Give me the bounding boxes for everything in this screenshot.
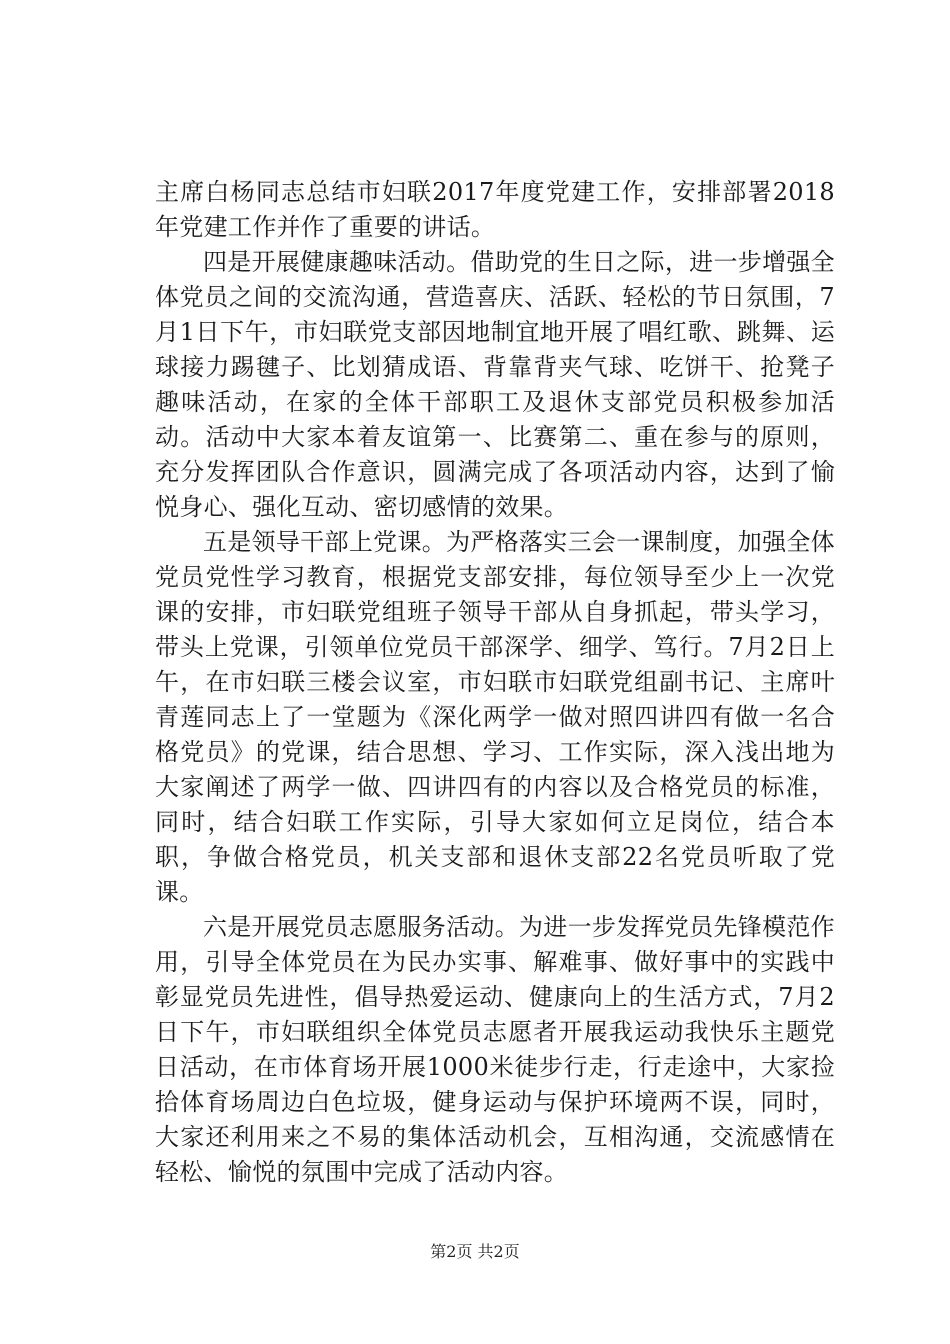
paragraph-fun-activities: 四是开展健康趣味活动。借助党的生日之际，进一步增强全体党员之间的交流沟通，营造喜庆、活跃、轻松的节日氛围，7月1日下午，市妇联党支部因地制宜地开展了唱红歌、跳舞、运球接力踢毽子、比划猜成语、背靠背夹气球、吃饼干、抢凳子趣味活动，在家的全体干部职工及退休支部党员积极参加活动。活动中大家本着友谊第一、比赛第二、重在参与的原则，充分发挥团队合作意识，圆满完成了各项活动内容，达到了愉悦身心、强化互动、密切感情的效果。 [155,248,835,521]
paragraph-volunteer-service: 六是开展党员志愿服务活动。为进一步发挥党员先锋模范作用，引导全体党员在为民办实事、解难事、做好事中的实践中彰显党员先进性，倡导热爱运动、健康向上的生活方式，7月2日下午，市妇联组织全体党员志愿者开展我运动我快乐主题党日活动，在市体育场开展1000米徒步行走，行走途中，大家捡拾体育场周边白色垃圾，健身运动与保护环境两不误，同时，大家还利用来之不易的集体活动机会，互相沟通，交流感情在轻松、愉悦的氛围中完成了活动内容。 [155,913,835,1186]
paragraph-party-lecture: 五是领导干部上党课。为严格落实三会一课制度，加强全体党员党性学习教育，根据党支部安排，每位领导至少上一次党课的安排，市妇联党组班子领导干部从自身抓起，带头学习，带头上党课，引领单位党员干部深学、细学、笃行。7月2日上午，在市妇联三楼会议室，市妇联市妇联党组副书记、主席叶青莲同志上了一堂题为《深化两学一做对照四讲四有做一名合格党员》的党课，结合思想、学习、工作实际，深入浅出地为大家阐述了两学一做、四讲四有的内容以及合格党员的标准，同时，结合妇联工作实际，引导大家如何立足岗位，结合本职，争做合格党员，机关支部和退休支部22名党员听取了党课。 [155,528,835,906]
paragraph-continued: 主席白杨同志总结市妇联2017年度党建工作，安排部署2018年党建工作并作了重要的讲话。 [155,178,835,241]
page-number-footer: 第2页 共2页 [430,1242,520,1261]
document-body [155,175,835,1190]
